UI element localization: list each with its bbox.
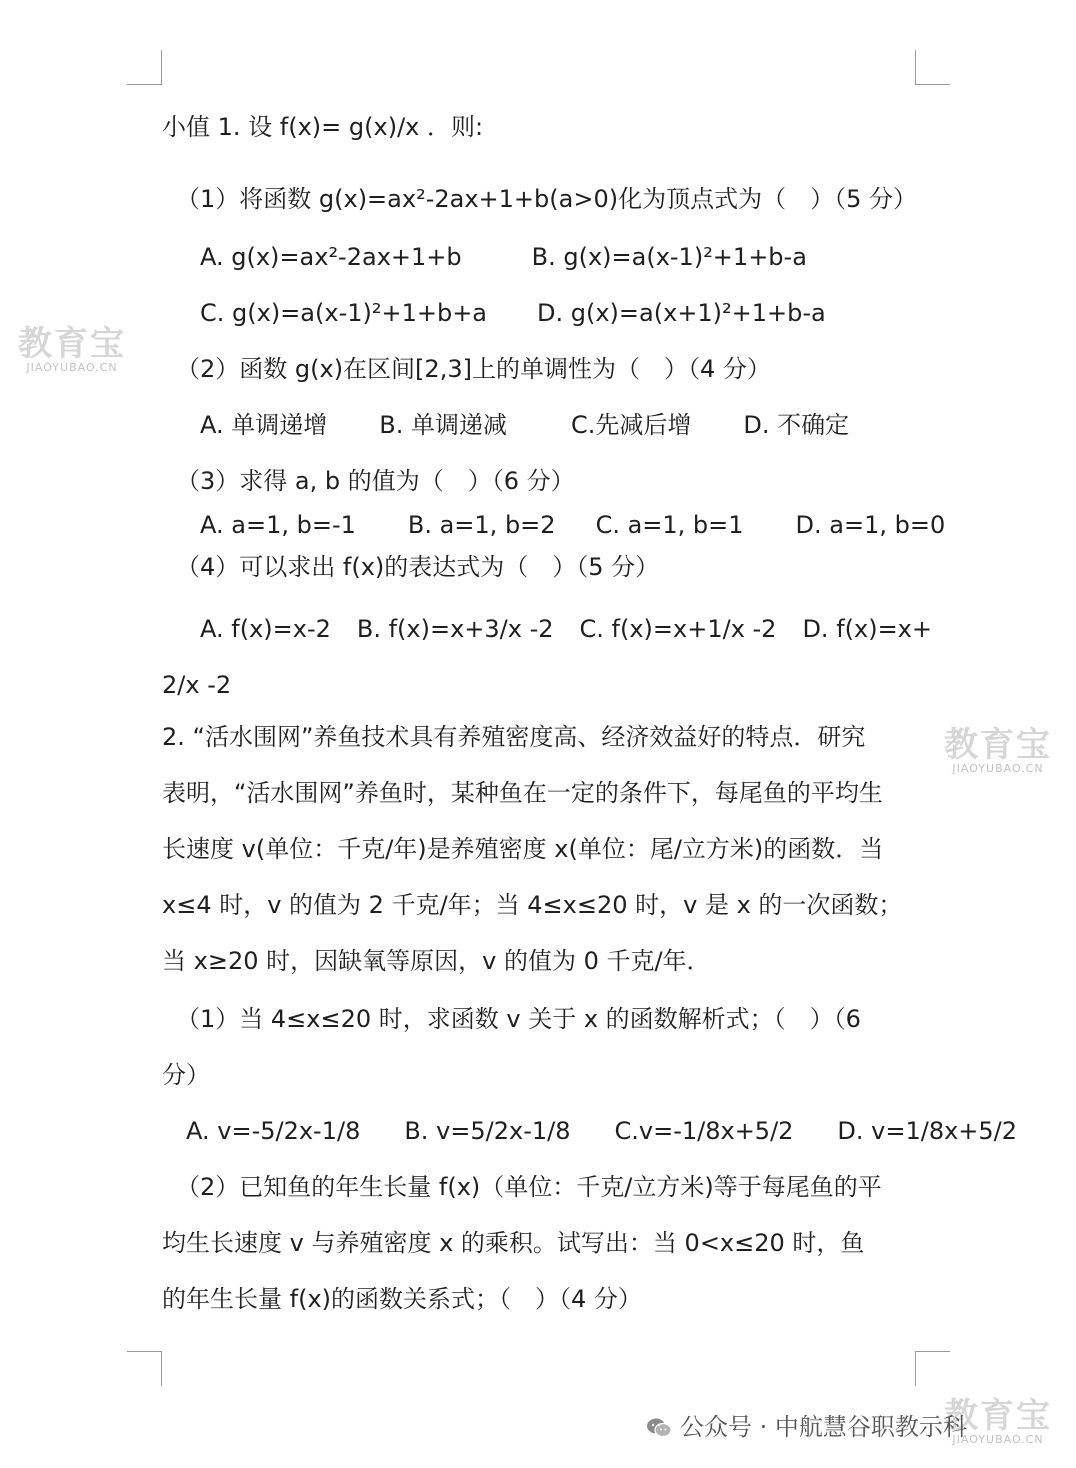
question-2-paragraph: 长速度 v(单位：千克/年)是养殖密度 x(单位：尾/立方米)的函数．当 (162, 835, 884, 863)
sub-question-2-continued: 的年生长量 f(x)的函数关系式；（ ）（4 分） (162, 1285, 642, 1313)
question-2-paragraph: 2. “活水围网”养鱼技术具有养殖密度高、经济效益好的特点．研究 (162, 723, 866, 751)
option-d: D. a=1, b=0 (795, 511, 946, 539)
watermark-url: JIAOYUBAO.CN (26, 361, 118, 374)
sub-question-2-continued: 均生长速度 v 与养殖密度 x 的乘积。试写出：当 0<x≤20 时，鱼 (162, 1229, 865, 1257)
option-a: A. f(x)=x-2 (200, 615, 331, 643)
watermark-url: JIAOYUBAO.CN (952, 1433, 1044, 1446)
watermark-text: 教育宝 (18, 324, 126, 364)
option-d: D. v=1/8x+5/2 (837, 1117, 1018, 1145)
sub-question-1-continued: 分） (162, 1061, 210, 1089)
watermark-text: 教育宝 (944, 1396, 1052, 1436)
options-row (200, 614, 932, 644)
options-row (186, 1116, 1017, 1146)
option-b: B. g(x)=a(x-1)²+1+b-a (531, 243, 807, 271)
sub-question-1: （1）当 4≤x≤20 时，求函数 v 关于 x 的函数解析式；（ ）（6 (176, 1005, 861, 1033)
options-row (200, 410, 849, 440)
options-row (200, 510, 945, 540)
sub-question-1: （1）将函数 g(x)=ax²-2ax+1+b(a>0)化为顶点式为（ ）（5 分） (176, 185, 917, 213)
option-c: C. g(x)=a(x-1)²+1+b+a (200, 299, 488, 327)
sub-question-4: （4）可以求出 f(x)的表达式为（ ）（5 分） (176, 553, 660, 581)
option-c: C.先减后增 (571, 411, 692, 439)
sub-question-2: （2）已知鱼的年生长量 f(x)（单位：千克/立方米)等于每尾鱼的平 (176, 1173, 882, 1201)
option-b: B. 单调递减 (379, 411, 507, 439)
option-a: A. v=-5/2x-1/8 (186, 1117, 361, 1145)
option-b: B. a=1, b=2 (407, 511, 556, 539)
watermark (18, 326, 126, 374)
watermark-text: 教育宝 (944, 725, 1052, 765)
options-row (200, 298, 826, 328)
crop-mark-bottom-left (127, 1351, 162, 1386)
question-2-paragraph: 表明，“活水围网”养鱼时，某种鱼在一定的条件下，每尾鱼的平均生 (162, 779, 883, 807)
option-a: A. 单调递增 (200, 411, 328, 439)
crop-mark-top-left (127, 50, 162, 85)
option-a: A. a=1, b=-1 (200, 511, 356, 539)
watermark-url: JIAOYUBAO.CN (952, 762, 1044, 775)
question-2-paragraph: x≤4 时，v 的值为 2 千克/年；当 4≤x≤20 时，v 是 x 的一次函数； (162, 891, 903, 919)
option-d: D. 不确定 (743, 411, 850, 439)
question-2-paragraph: 当 x≥20 时，因缺氧等原因，v 的值为 0 千克/年． (162, 947, 711, 975)
question-1-stem: 小值 1. 设 f(x)= g(x)/x ．则: (162, 113, 484, 141)
option-b: B. f(x)=x+3/x -2 (356, 615, 554, 643)
option-a: A. g(x)=ax²-2ax+1+b (200, 243, 462, 271)
option-c: C. f(x)=x+1/x -2 (579, 615, 777, 643)
watermark (944, 727, 1052, 775)
option-c: C.v=-1/8x+5/2 (614, 1117, 794, 1145)
sub-question-2: （2）函数 g(x)在区间[2,3]上的单调性为（ ）（4 分） (176, 355, 771, 383)
option-c: C. a=1, b=1 (595, 511, 744, 539)
crop-mark-top-right (915, 50, 950, 85)
crop-mark-bottom-right (915, 1351, 950, 1386)
option-d-continued: 2/x -2 (162, 671, 232, 699)
option-d: D. g(x)=a(x+1)²+1+b-a (537, 299, 826, 327)
wechat-icon (646, 1417, 672, 1439)
options-row (200, 242, 807, 272)
sub-question-3: （3）求得 a, b 的值为（ ）（6 分） (176, 467, 575, 495)
option-b: B. v=5/2x-1/8 (404, 1117, 571, 1145)
footer-text: 公众号 · 中航慧谷职教示科 (680, 1413, 967, 1441)
option-d: D. f(x)=x+ (802, 615, 932, 643)
wechat-footer (646, 1407, 967, 1442)
